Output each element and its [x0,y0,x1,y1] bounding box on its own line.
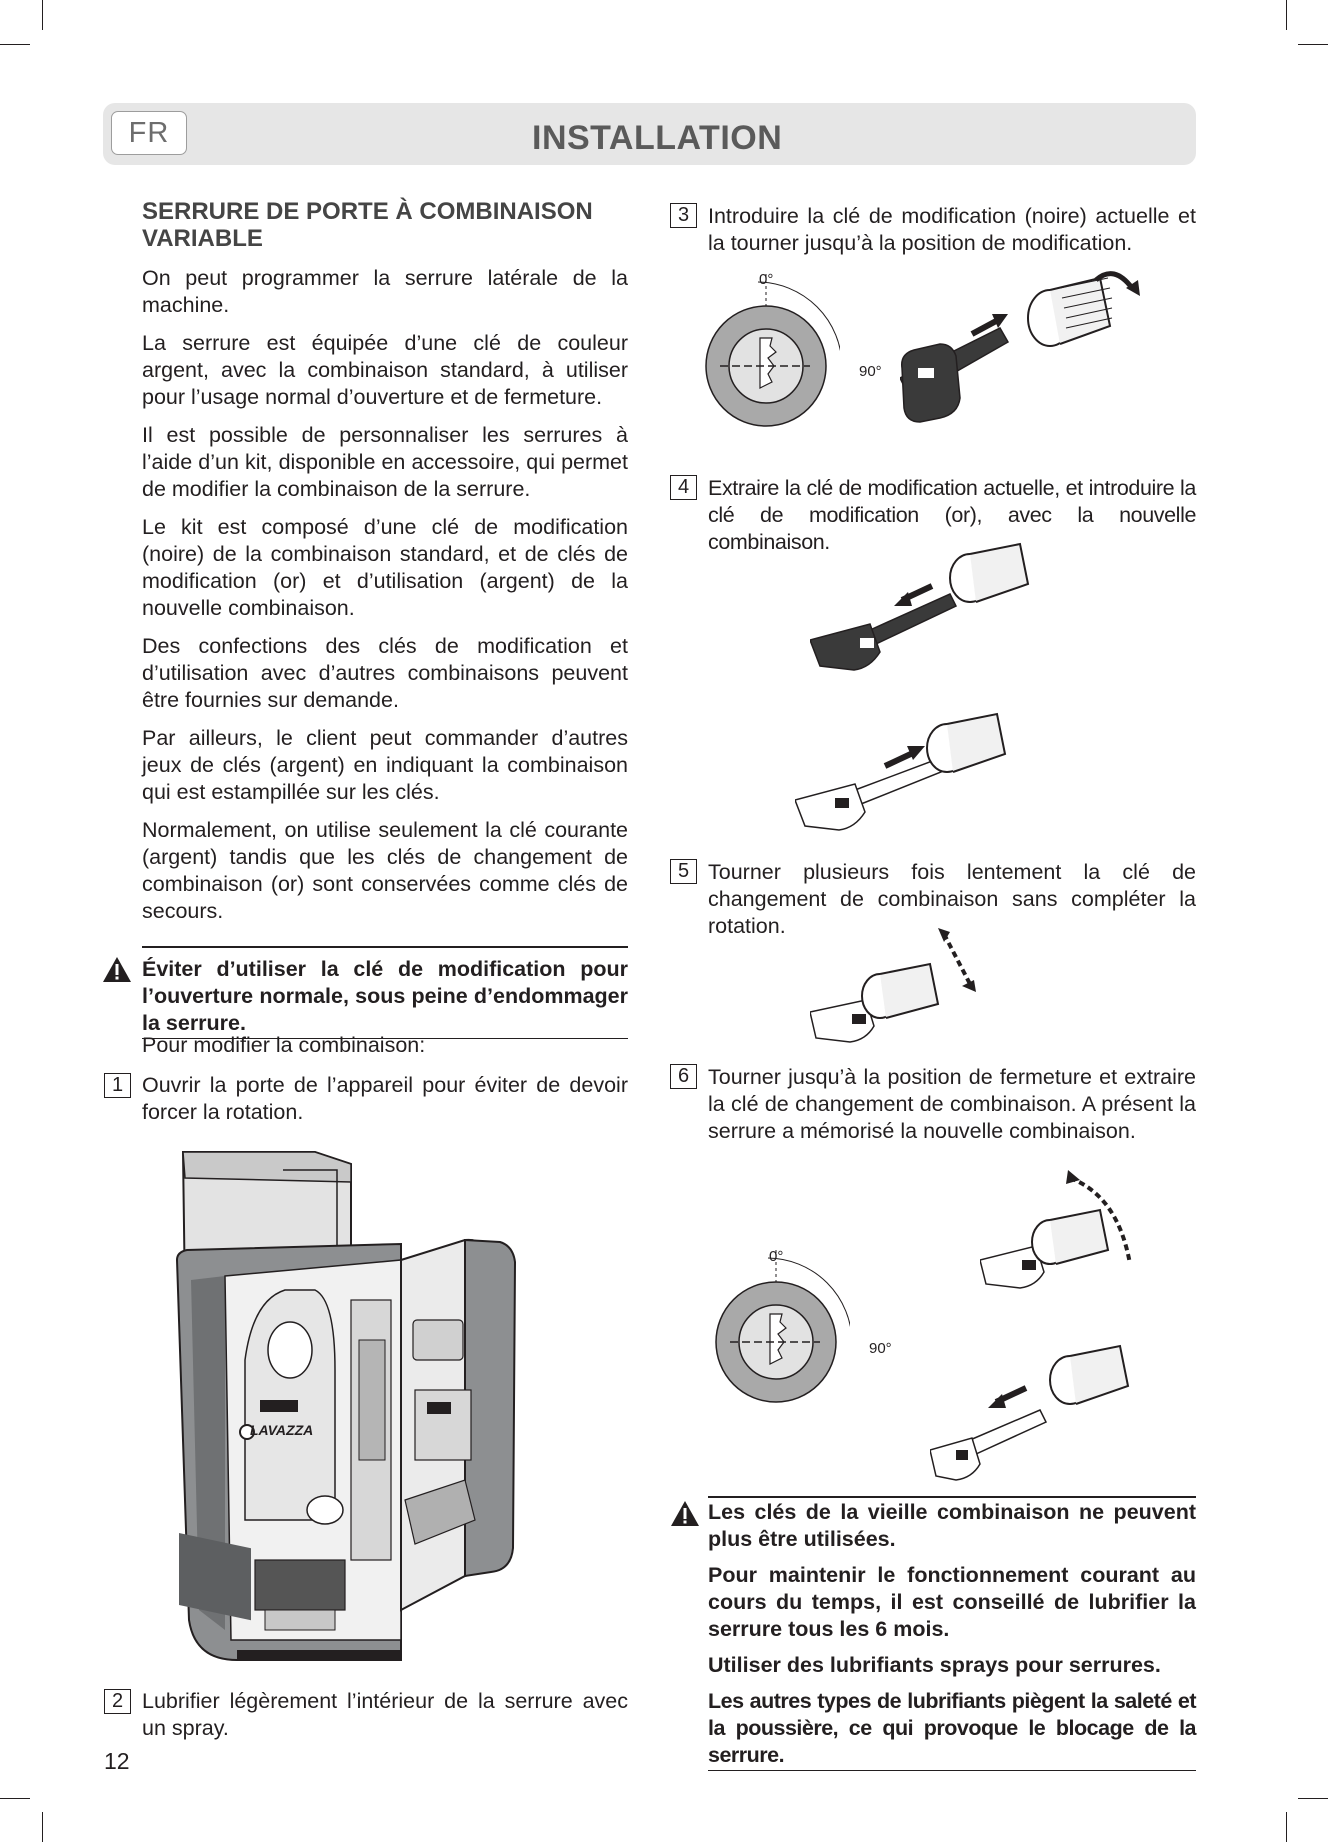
crop-mark [1298,44,1328,45]
crop-mark [0,1798,30,1799]
maintenance-text: Pour maintenir le fonctionnement courant au cours du temps, il est conseillé de lubrifier la serrure tous les 6 mois. [708,1563,1196,1641]
lubricant-text: Utiliser des lubrifiants sprays pour serrures. [708,1653,1161,1677]
paragraph: Normalement, on utilise seulement la clé courante (argent) tandis que les clés de changement de combinaison (or) sont conservées comme clés de secours. [142,818,628,923]
warning-icon [670,1500,700,1527]
language-badge: FR [111,111,187,155]
lubricant-warning-text: Les autres types de lubrifiants piègent la saleté et la poussière, ce qui provoque le blocage de la serrure. [708,1688,1196,1771]
step-text: Extraire la clé de modification actuelle, et introduire la clé de modification (or), avec la nouvelle combinaison. [708,476,1196,554]
key-rotate-figure [810,920,990,1050]
step-number: 4 [670,475,697,500]
step-number: 3 [670,203,697,228]
coffee-machine-illustration [165,1140,595,1670]
crop-mark [0,44,30,45]
step-text: Tourner plusieurs fois lentement la clé de changement de combinaison sans compléter la rotation. [708,860,1196,938]
section-title: SERRURE DE PORTE À COMBINAISON VARIABLE [142,198,593,252]
crop-mark [1286,0,1287,30]
page-number: 12 [104,1748,130,1774]
step-number: 1 [104,1073,131,1098]
paragraph: Le kit est composé d’une clé de modification (noire) de la combinaison standard, et de clés de modification (or) et d’utilisation (argent) de la nouvelle combinaison. [142,515,628,620]
step-number: 2 [104,1689,131,1714]
paragraph: Des confections des clés de modification et d’utilisation avec d’autres combinaisons peuvent être fournies sur demande. [142,634,628,712]
step-text: Ouvrir la porte de l’appareil pour éviter de devoir forcer la rotation. [142,1073,628,1124]
machine-logo-text: LAVAZZA [250,1422,314,1438]
crop-mark [42,0,43,30]
step-text: Introduire la clé de modification (noire) actuelle et la tourner jusqu’à la position de modification. [708,204,1196,255]
paragraph: Il est possible de personnaliser les serrures à l’aide d’un kit, disponible en accessoire, qui permet de modifier la combinaison de la serrure. [142,423,628,501]
dial-label-90-b: 90° [869,1340,892,1357]
gold-key-insert-figure [795,700,1055,840]
warning-icon [102,956,132,983]
lock-dial-figure [700,262,840,442]
crop-mark [1286,1812,1287,1842]
crop-mark [42,1812,43,1842]
page-header [103,103,1196,165]
warning-text: Éviter d’utiliser la clé de modification pour l’ouverture normale, sous peine d’endommager la serrure. [142,956,628,1039]
intro-text: Pour modifier la combinaison: [142,1033,426,1057]
step-number: 5 [670,859,697,884]
dial-label-0-b: 0° [769,1248,784,1265]
key-close-figure [980,1160,1140,1300]
paragraph: Par ailleurs, le client peut commander d’autres jeux de clés (argent) en indiquant la combinaison qui est estampillée sur les clés. [142,726,628,804]
dial-label-90: 90° [859,363,882,380]
warning-top-rule-2 [708,1496,1196,1498]
paragraph: La serrure est équipée d’une clé de couleur argent, avec la combinaison standard, à utiliser pour l’usage normal d’ouverture et de fermeture. [142,331,628,409]
page-title: INSTALLATION [532,119,783,157]
left-column [142,198,628,925]
crop-mark [1298,1798,1328,1799]
step-number: 6 [670,1064,697,1089]
dial-label-0: 0° [759,271,774,288]
black-key-insert-figure [900,258,1150,438]
paragraph: On peut programmer la serrure latérale de la machine. [142,266,628,317]
step-text: Lubrifier légèrement l’intérieur de la serrure avec un spray. [142,1689,628,1740]
lock-dial-figure-2 [710,1238,850,1418]
warning-text: Les clés de la vieille combinaison ne peuvent plus être utilisées. [708,1500,1196,1551]
warning-top-rule [142,946,628,948]
key-remove-final-figure [930,1330,1150,1490]
key-extract-figure [810,540,1060,680]
step-text: Tourner jusqu’à la position de fermeture et extraire la clé de changement de combinaison. A présent la serrure a mémorisé la nouvelle combinaison. [708,1065,1196,1143]
